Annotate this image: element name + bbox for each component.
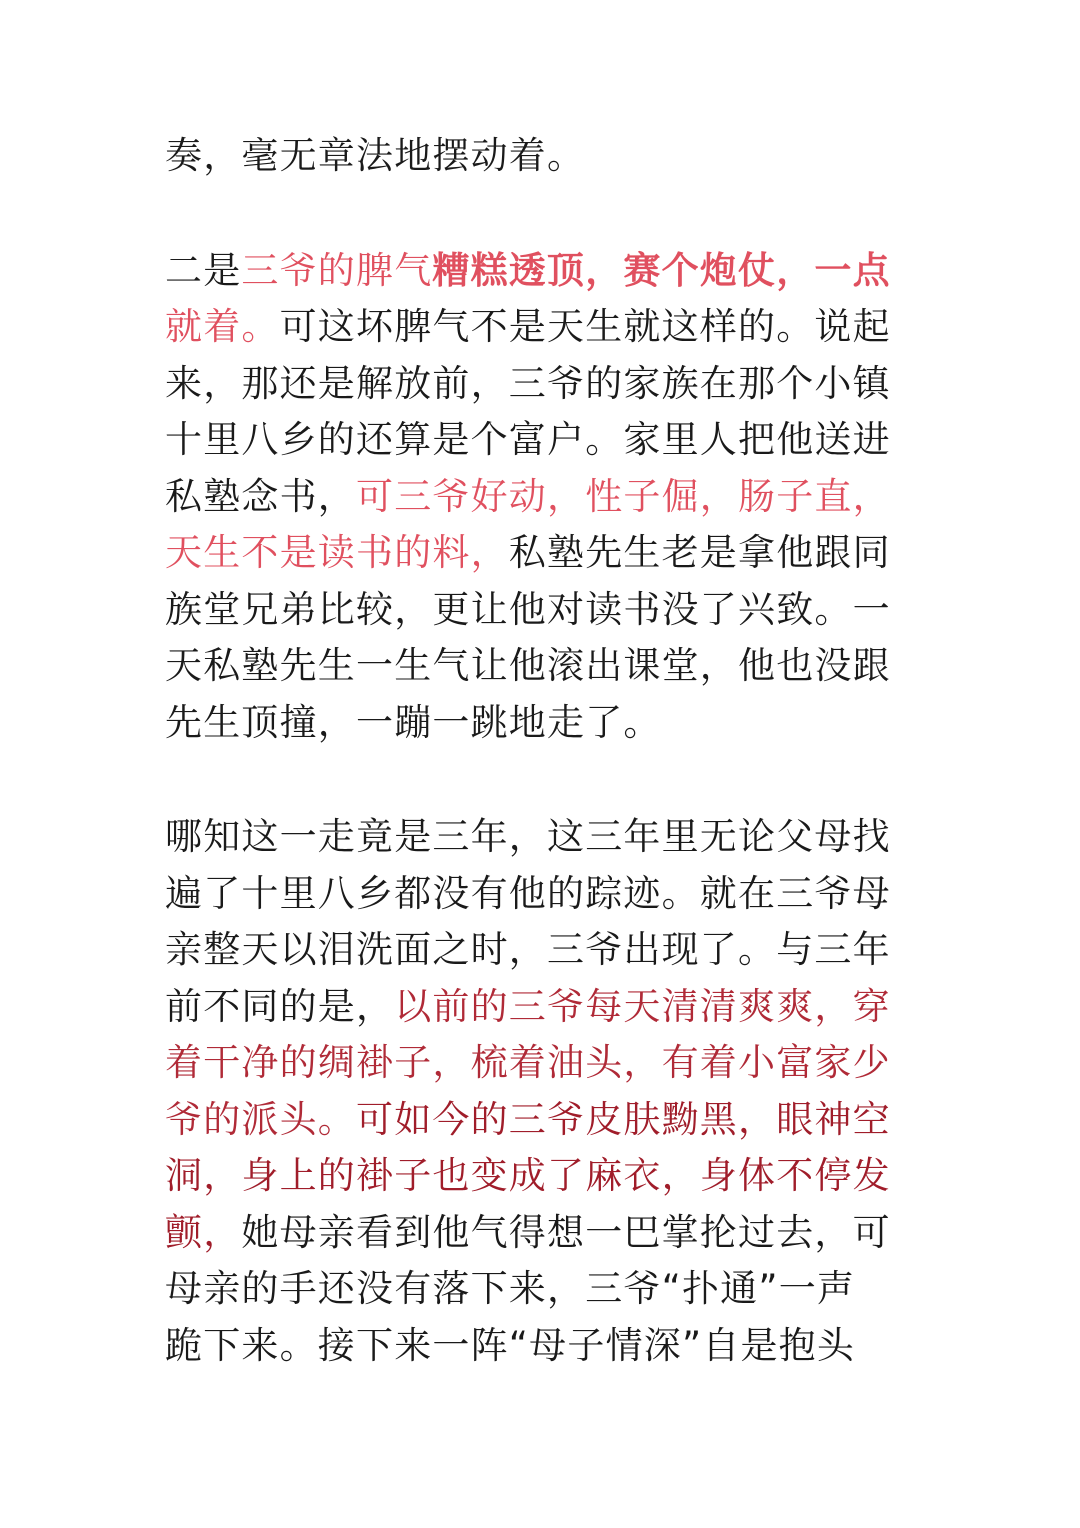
text-segment: 先生顶撞，一蹦一跳地走了。 bbox=[165, 700, 662, 744]
text-line bbox=[165, 356, 925, 413]
text-line bbox=[165, 469, 925, 526]
text-segment: 亲整天以泪洗面之时，三爷出现了。与三年 bbox=[165, 928, 891, 971]
highlighted-text: 爷的派头。 bbox=[165, 1097, 356, 1141]
article-body bbox=[165, 128, 925, 1374]
text-segment: 奏，毫无章法地摆动着。 bbox=[165, 134, 586, 177]
highlighted-text: 颤， bbox=[165, 1210, 242, 1254]
highlighted-text: 以前的三爷每天清清爽爽，穿 bbox=[394, 984, 891, 1028]
text-segment: 私塾念书， bbox=[165, 474, 356, 518]
text-segment: 跪下来。接下来一阵“母子情深”自是抱头 bbox=[165, 1323, 856, 1367]
text-segment: 族堂兄弟比较，更让他对读书没了兴致。一 bbox=[165, 587, 891, 631]
paragraph-3 bbox=[165, 809, 925, 1374]
text-line bbox=[165, 1205, 925, 1262]
paragraph-1 bbox=[165, 128, 925, 185]
text-line bbox=[165, 525, 925, 582]
highlighted-text: 可如今的三爷皮肤黝黑，眼神空 bbox=[356, 1097, 891, 1141]
paragraph-2 bbox=[165, 243, 925, 752]
text-line bbox=[165, 922, 925, 979]
text-segment: 私塾先生老是拿他跟同 bbox=[508, 531, 891, 574]
text-segment: 天私塾先生一生气让他滚出课堂，他也没跟 bbox=[165, 644, 891, 687]
text-segment: 可这坏脾气不是天生就这样的。说起 bbox=[279, 305, 891, 348]
highlighted-text: 可三爷好动，性子倔，肠子直， bbox=[356, 474, 891, 518]
text-segment: 来，那还是解放前，三爷的家族在那个小镇 bbox=[165, 361, 891, 405]
highlighted-text: 着干净的绸褂子，梳着油头，有着小富家少 bbox=[165, 1041, 891, 1084]
highlighted-text: 就着。 bbox=[165, 305, 280, 348]
text-line bbox=[165, 979, 925, 1036]
text-line bbox=[165, 582, 925, 639]
paragraph-gap bbox=[165, 185, 925, 243]
highlighted-text: 糟糕透顶，赛个炮仗，一点 bbox=[432, 248, 891, 292]
highlighted-text: 三爷的脾气 bbox=[241, 248, 433, 292]
text-line bbox=[165, 1261, 925, 1318]
text-segment: 十里八乡的还算是个富户。家里人把他送进 bbox=[165, 418, 891, 461]
text-segment: 哪知这一走竟是三年，这三年里无论父母找 bbox=[165, 815, 891, 858]
text-line bbox=[165, 299, 925, 356]
highlighted-text: 天生不是读书的料， bbox=[165, 531, 509, 574]
text-line bbox=[165, 412, 925, 469]
text-segment: 二是 bbox=[165, 248, 242, 292]
text-line bbox=[165, 1318, 925, 1375]
text-line bbox=[165, 1092, 925, 1149]
paragraph-gap bbox=[165, 751, 925, 809]
highlighted-text: 洞，身上的褂子也变成了麻衣，身体不停发 bbox=[165, 1154, 891, 1197]
text-line bbox=[165, 638, 925, 695]
text-segment: 前不同的是， bbox=[165, 984, 395, 1028]
text-line bbox=[165, 1035, 925, 1092]
text-line bbox=[165, 1148, 925, 1205]
text-line bbox=[165, 695, 925, 752]
text-line bbox=[165, 809, 925, 866]
text-segment: 她母亲看到他气得想一巴掌抡过去，可 bbox=[241, 1210, 891, 1254]
text-line bbox=[165, 866, 925, 923]
text-line bbox=[165, 243, 925, 300]
text-line bbox=[165, 128, 925, 185]
text-segment: 母亲的手还没有落下来，三爷“扑通”一声 bbox=[165, 1267, 856, 1310]
text-segment: 遍了十里八乡都没有他的踪迹。就在三爷母 bbox=[165, 871, 891, 915]
